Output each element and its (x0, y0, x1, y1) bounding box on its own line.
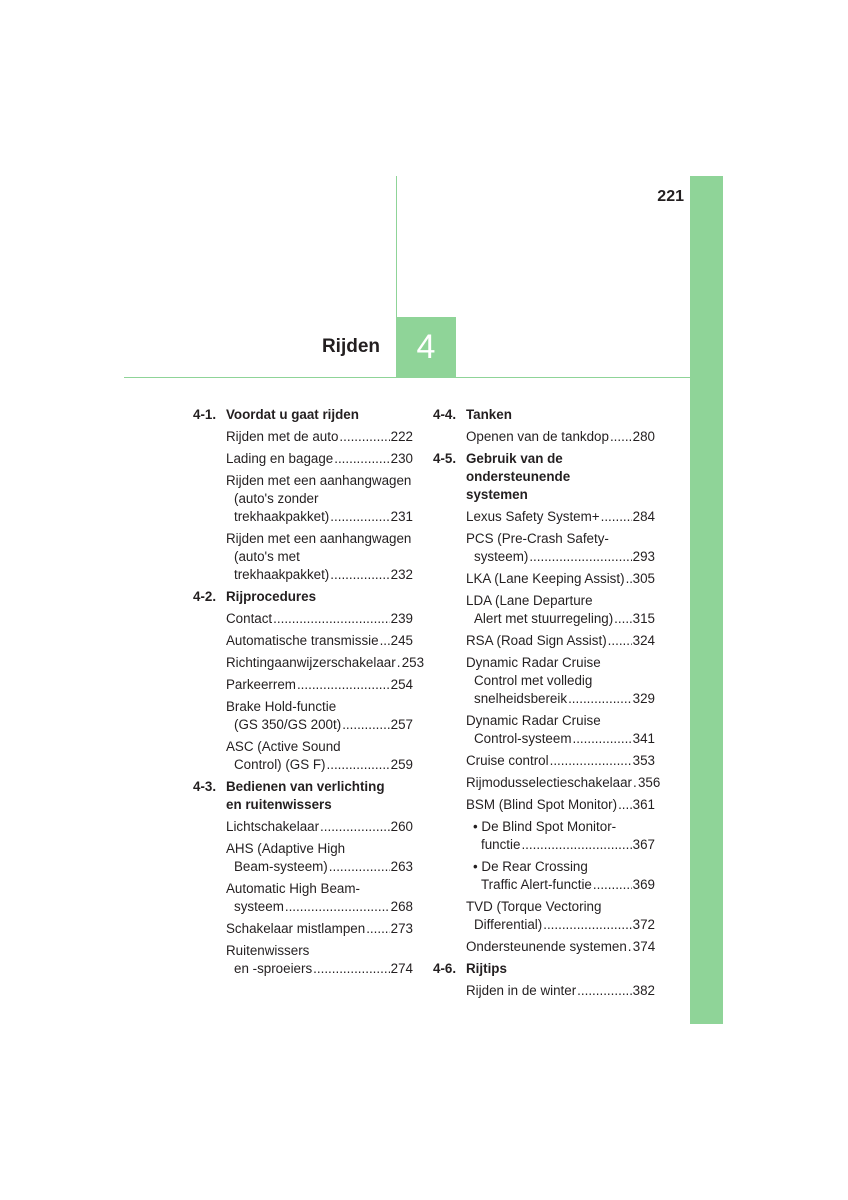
toc-section-heading (193, 406, 413, 424)
toc-entry[interactable] (226, 450, 413, 468)
toc-page-number: 239 (390, 611, 413, 626)
toc-page-number: 369 (632, 877, 655, 892)
dot-leader (330, 566, 389, 584)
toc-entry-row (466, 752, 655, 770)
toc-page-number: 329 (632, 691, 655, 706)
toc-entry[interactable] (226, 530, 413, 584)
dot-leader (273, 610, 390, 628)
toc-page-number: 254 (390, 677, 413, 692)
toc-page-number: 268 (390, 899, 413, 914)
toc-entry[interactable] (473, 818, 655, 854)
dot-leader (608, 632, 632, 650)
toc-entry-text: Rijmodusselectieschakelaar (466, 775, 632, 790)
dot-leader (380, 632, 390, 650)
section-number: 4-3. (193, 779, 217, 794)
toc-entry-text: BSM (Blind Spot Monitor) (466, 797, 618, 812)
toc-entry-text: RSA (Road Sign Assist) (466, 633, 607, 648)
toc-entry[interactable] (466, 428, 655, 446)
section-title (226, 778, 413, 814)
section-title-line: Voordat u gaat rijden (226, 407, 359, 422)
toc-entry-text: trekhaakpakket) (234, 567, 330, 582)
chapter-number-box (396, 317, 456, 377)
toc-entry-text: Dynamic Radar Cruise (466, 655, 601, 670)
toc-entry-text: (auto's met (234, 549, 300, 564)
toc-entry[interactable] (226, 428, 413, 446)
chapter-number: 4 (416, 327, 436, 366)
toc-entry[interactable] (466, 570, 655, 588)
chapter-title: Rijden (321, 336, 380, 357)
dot-leader (572, 730, 631, 748)
toc-page-number: 374 (632, 939, 656, 954)
toc-entry[interactable] (226, 632, 413, 650)
toc-entry-text: Differential) (474, 917, 543, 932)
toc-entry-row (226, 428, 413, 446)
toc-entry-row (226, 960, 413, 978)
toc-entry-text: Lichtschakelaar (226, 819, 320, 834)
toc-entry-text: Richtingaanwijzerschakelaar (226, 655, 396, 670)
horizontal-rule (124, 377, 690, 378)
toc-page-number: 260 (390, 819, 413, 834)
section-number: 4-6. (433, 961, 457, 976)
dot-leader (397, 654, 401, 672)
dot-leader (313, 960, 390, 978)
toc-section-heading (433, 450, 655, 504)
section-number: 4-1. (193, 407, 217, 422)
toc-entry-row (466, 796, 655, 814)
toc-entry-row (466, 548, 655, 566)
dot-leader (342, 716, 389, 734)
section-title-line: en ruitenwissers (226, 797, 332, 812)
toc-entry-text: Openen van de tankdop (466, 429, 609, 444)
toc-entry-row (466, 774, 661, 792)
toc-entry[interactable] (226, 610, 413, 628)
toc-entry-text: Alert met stuurregeling) (474, 611, 614, 626)
toc-entry-row (226, 450, 413, 468)
toc-entry[interactable] (226, 654, 425, 672)
toc-entry[interactable] (226, 920, 413, 938)
toc-entry-row (226, 716, 413, 734)
toc-entry[interactable] (466, 752, 655, 770)
section-title (466, 406, 655, 424)
toc-page-number: 230 (390, 451, 413, 466)
toc-entry-text: Rijden in de winter (466, 983, 577, 998)
toc-entry[interactable] (226, 942, 413, 978)
dot-leader (628, 938, 632, 956)
toc-entry[interactable] (226, 698, 413, 734)
section-title-line: Rijtips (466, 961, 507, 976)
toc-entry-text: systeem (234, 899, 284, 914)
toc-page-number: 273 (390, 921, 413, 936)
toc-section-heading (433, 960, 655, 978)
toc-entry-text: Automatische transmissie (226, 633, 379, 648)
toc-entry-row (226, 632, 413, 650)
toc-page-number: 361 (632, 797, 655, 812)
toc-page-number: 222 (390, 429, 413, 444)
toc-entry[interactable] (466, 938, 655, 956)
dot-leader (366, 920, 389, 938)
toc-entry[interactable] (226, 738, 413, 774)
toc-entry[interactable] (466, 508, 655, 526)
toc-entry-text: Parkeerrem (226, 677, 296, 692)
toc-entry-row (466, 938, 655, 956)
toc-entry-row (226, 756, 413, 774)
toc-entry-text: Automatic High Beam- (226, 881, 360, 896)
toc-entry[interactable] (226, 676, 413, 694)
toc-entry[interactable] (466, 632, 655, 650)
toc-entry-text: Dynamic Radar Cruise (466, 713, 601, 728)
toc-entry-text: Control) (GS F) (234, 757, 326, 772)
toc-entry-text: Schakelaar mistlampen (226, 921, 366, 936)
dot-leader (334, 450, 389, 468)
section-title (466, 960, 655, 978)
toc-entry[interactable] (226, 472, 413, 526)
toc-page-number: 293 (632, 549, 655, 564)
toc-entry-row (226, 610, 413, 628)
toc-entry-text: Ondersteunende systemen (466, 939, 627, 954)
toc-page-number: 356 (637, 775, 661, 790)
section-number: 4-4. (433, 407, 457, 422)
toc-entry-text: (GS 350/GS 200t) (234, 717, 342, 732)
toc-entry[interactable] (466, 712, 655, 748)
toc-entry-text: Cruise control (466, 753, 549, 768)
dot-leader (626, 570, 632, 588)
toc-page-number: 259 (390, 757, 413, 772)
dot-leader (633, 774, 637, 792)
dot-leader (543, 916, 631, 934)
toc-entry-text: Contact (226, 611, 273, 626)
toc-entry-row (226, 898, 413, 916)
toc-entry-row (466, 610, 655, 628)
toc-entry-text: Lading en bagage (226, 451, 334, 466)
dot-leader (521, 836, 631, 854)
toc-entry[interactable] (466, 530, 655, 566)
toc-entry-row (466, 916, 655, 934)
toc-page-number: 280 (632, 429, 655, 444)
toc-page-number: 315 (632, 611, 655, 626)
section-title-line: Tanken (466, 407, 512, 422)
toc-entry-text: ASC (Active Sound (226, 739, 341, 754)
toc-entry-text: • De Blind Spot Monitor- (473, 819, 617, 834)
toc-entry-text: (auto's zonder (234, 491, 319, 506)
toc-entry-row (226, 654, 425, 672)
toc-entry-text: TVD (Torque Vectoring (466, 899, 602, 914)
vertical-rule (396, 176, 397, 318)
toc-entry-text: Control met volledig (474, 673, 593, 688)
dot-leader (601, 508, 632, 526)
dot-leader (529, 548, 631, 566)
toc-page-number: 324 (632, 633, 655, 648)
toc-page-number: 305 (632, 571, 655, 586)
toc-entry[interactable] (226, 880, 413, 916)
toc-page-number: 253 (401, 655, 425, 670)
dot-leader (330, 508, 389, 526)
section-title-line: Bedienen van verlichting (226, 779, 385, 794)
dot-leader (329, 858, 390, 876)
toc-entry-text: Rijden met de auto (226, 429, 339, 444)
toc-entry-text: systeem) (474, 549, 529, 564)
toc-entry-row (466, 632, 655, 650)
toc-page-number: 341 (632, 731, 655, 746)
toc-page-number: 353 (632, 753, 655, 768)
toc-entry-row (466, 508, 655, 526)
toc-entry-text: Lexus Safety System+ (466, 509, 600, 524)
toc-entry-row (473, 836, 655, 854)
toc-entry[interactable] (466, 654, 655, 708)
dot-leader (614, 610, 631, 628)
toc-entry[interactable] (473, 858, 655, 894)
page-number: 221 (657, 188, 684, 205)
section-number: 4-2. (193, 589, 217, 604)
toc-page-number: 257 (390, 717, 413, 732)
dot-leader (577, 982, 631, 1000)
toc-page-number: 232 (390, 567, 413, 582)
toc-section-heading (193, 778, 413, 814)
toc-page-number: 284 (632, 509, 655, 524)
toc-entry[interactable] (466, 982, 655, 1000)
section-title-line: systemen (466, 487, 528, 502)
toc-entry-text: • De Rear Crossing (473, 859, 588, 874)
dot-leader (568, 690, 632, 708)
toc-entry-text: AHS (Adaptive High (226, 841, 346, 856)
toc-entry[interactable] (466, 898, 655, 934)
toc-entry-text: LKA (Lane Keeping Assist) (466, 571, 625, 586)
dot-leader (320, 818, 390, 836)
toc-entry-row (226, 858, 413, 876)
toc-entry-row (473, 876, 655, 894)
toc-entry[interactable] (226, 840, 413, 876)
toc-entry-row (466, 690, 655, 708)
dot-leader (285, 898, 390, 916)
toc-entry[interactable] (466, 774, 661, 792)
toc-entry-text: Control-systeem (474, 731, 572, 746)
toc-entry[interactable] (226, 818, 413, 836)
toc-entry-row (466, 730, 655, 748)
toc-entry-text: Traffic Alert-functie (481, 877, 592, 892)
toc-entry-row (466, 982, 655, 1000)
toc-right-column (433, 406, 661, 1004)
toc-entry-text: Rijden met een aanhangwagen (226, 473, 412, 488)
toc-page-number: 367 (632, 837, 655, 852)
section-title (226, 406, 413, 424)
toc-entry-text: Beam-systeem) (234, 859, 328, 874)
toc-entry-text: Rijden met een aanhangwagen (226, 531, 412, 546)
toc-page-number: 372 (632, 917, 655, 932)
section-title (466, 450, 655, 504)
toc-page-number: 382 (632, 983, 655, 998)
toc-entry-text: PCS (Pre-Crash Safety- (466, 531, 609, 546)
toc-entry-text: trekhaakpakket) (234, 509, 330, 524)
dot-leader (339, 428, 389, 446)
toc-entry-text: en -sproeiers (234, 961, 313, 976)
chapter-side-tab (690, 176, 723, 1024)
toc-entry-text: LDA (Lane Departure (466, 593, 593, 608)
dot-leader (550, 752, 632, 770)
toc-section-heading (193, 588, 413, 606)
toc-section-heading (433, 406, 655, 424)
dot-leader (610, 428, 632, 446)
toc-entry-text: functie (481, 837, 521, 852)
dot-leader (593, 876, 632, 894)
section-title (226, 588, 413, 606)
toc-left-column (193, 406, 425, 982)
toc-entry-row (226, 920, 413, 938)
dot-leader (618, 796, 632, 814)
toc-entry-row (466, 570, 655, 588)
toc-page-number: 231 (390, 509, 413, 524)
toc-entry-text: Ruitenwissers (226, 943, 310, 958)
toc-entry[interactable] (466, 796, 655, 814)
toc-entry-row (466, 428, 655, 446)
toc-page-number: 263 (390, 859, 413, 874)
toc-entry-row (226, 676, 413, 694)
section-title-line: Gebruik van de ondersteunende (466, 451, 571, 484)
toc-entry[interactable] (466, 592, 655, 628)
toc-entry-row (226, 818, 413, 836)
toc-page-number: 245 (390, 633, 413, 648)
toc-entry-text: Brake Hold-functie (226, 699, 337, 714)
toc-entry-row (226, 566, 413, 584)
toc-page-number: 274 (390, 961, 413, 976)
toc-entry-text: snelheidsbereik (474, 691, 568, 706)
dot-leader (327, 756, 390, 774)
toc-entry-row (226, 508, 413, 526)
section-number: 4-5. (433, 451, 457, 466)
section-title-line: Rijprocedures (226, 589, 317, 604)
dot-leader (297, 676, 390, 694)
